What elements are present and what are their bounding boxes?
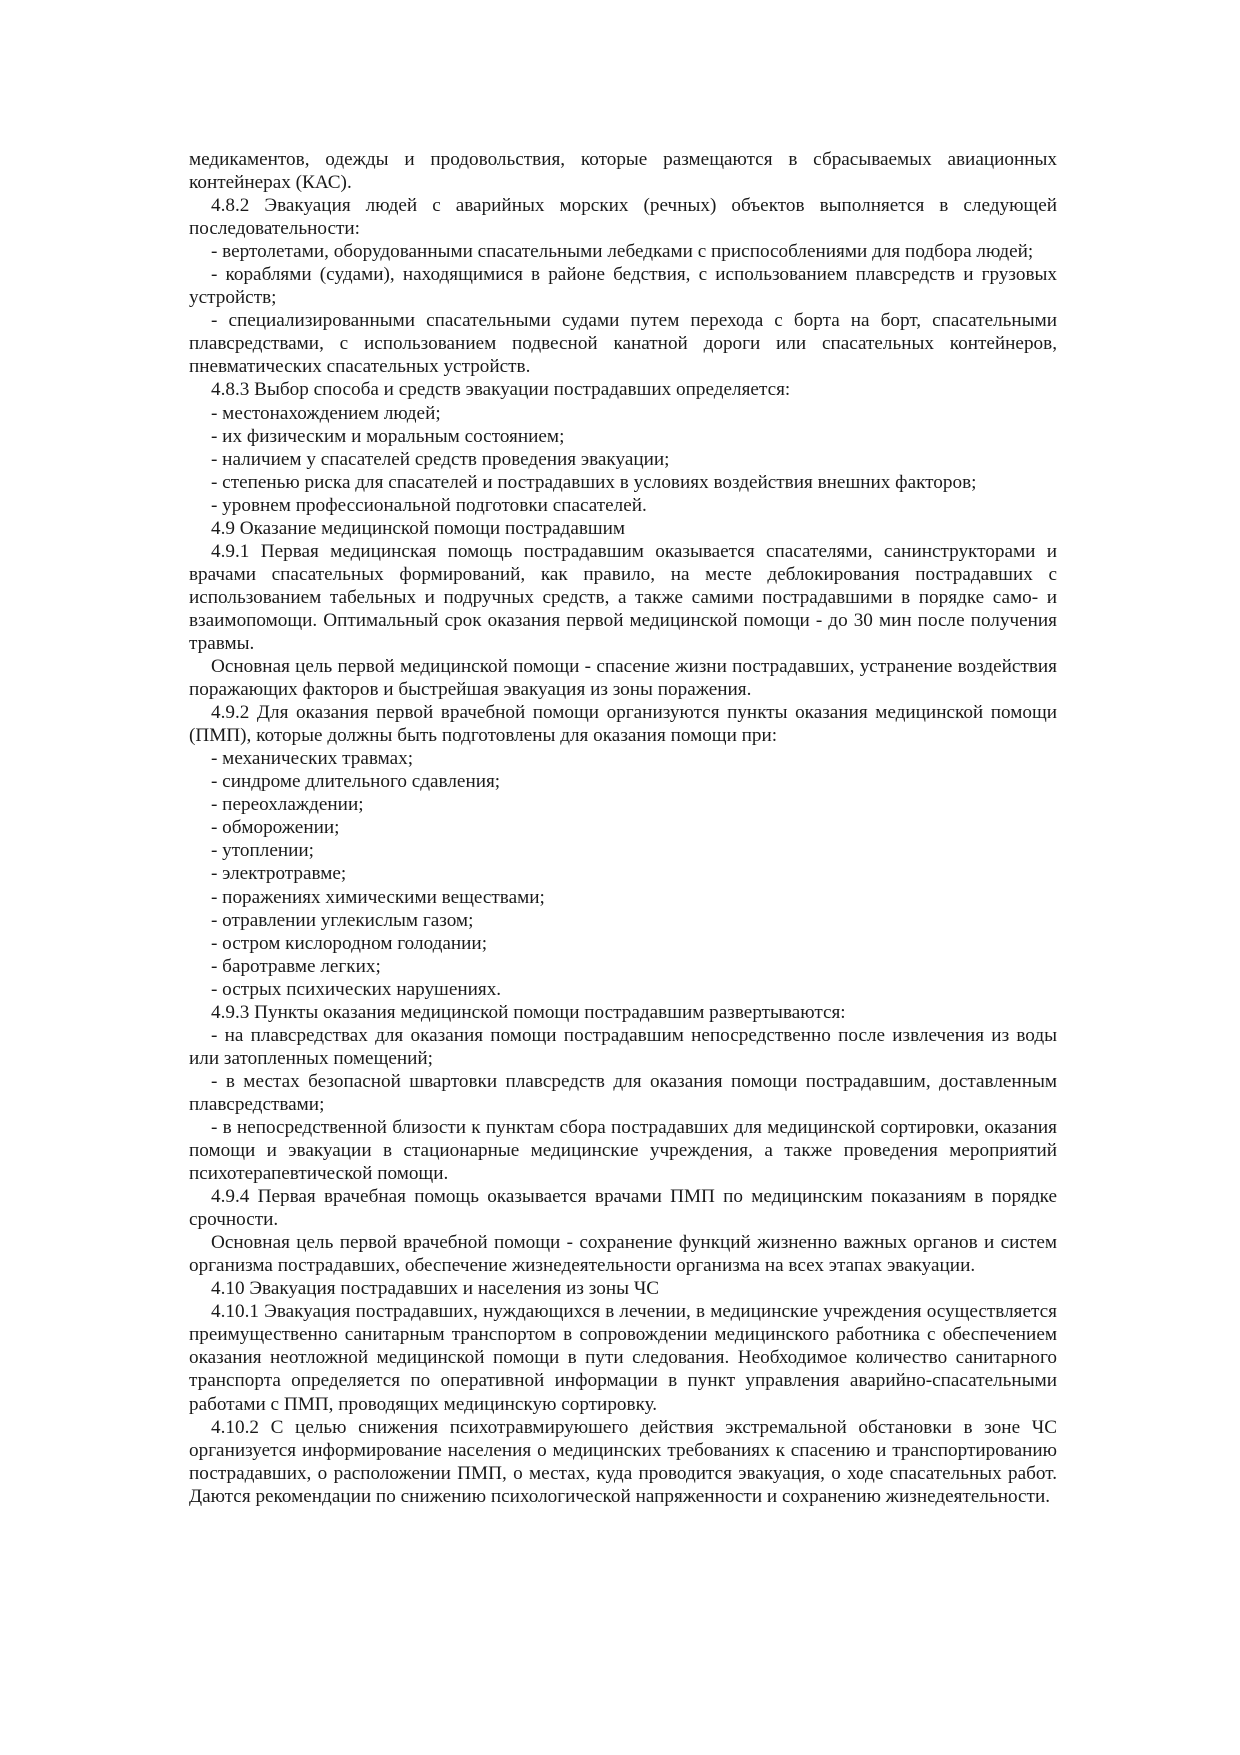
list-item: - на плавсредствах для оказания помощи пострадавшим непосредственно после извлечения из воды или затопленных помещений; [189, 1024, 1057, 1069]
document-page [189, 148, 1057, 1508]
paragraph-4-10-1: 4.10.1 Эвакуация пострадавших, нуждающихся в лечении, в медицинские учреждения осуществляется преимущественно санитарным транспортом в сопровождении медицинского работника с обеспечением оказания неотложной медицинской помощи в пути следования. Необходимое количество санитарного транспорта определяется по оперативной информации в пункт управления аварийно-спасательными работами с ПМП, проводящих медицинскую сортировку. [189, 1301, 1057, 1415]
paragraph-4-9-2: 4.9.2 Для оказания первой врачебной помощи организуются пункты оказания медицинской помощи (ПМП), которые должны быть подготовлены для оказания помощи при: [189, 702, 1057, 747]
section-heading-4-10: 4.10 Эвакуация пострадавших и населения из зоны ЧС [211, 1278, 660, 1300]
list-item: - утоплении; [211, 840, 315, 862]
paragraph-4-9-4: 4.9.4 Первая врачебная помощь оказывается врачами ПМП по медицинским показаниям в порядке срочности. [189, 1186, 1057, 1231]
list-item: - поражениях химическими веществами; [211, 886, 545, 908]
list-item: - механических травмах; [211, 748, 414, 770]
list-item: - в непосредственной близости к пунктам сбора пострадавших для медицинской сортировки, оказания помощи и эвакуации в стационарные медицинские учреждения, а также проведения мероприятий психотерапевтической помощи. [189, 1116, 1057, 1185]
list-item: - острых психических нарушениях. [211, 978, 502, 1000]
list-item: - их физическим и моральным состоянием; [211, 425, 565, 447]
list-item: - электротравме; [211, 863, 347, 885]
paragraph-4-9-3: 4.9.3 Пункты оказания медицинской помощи пострадавшим развертываются: [211, 1001, 846, 1023]
list-item: - переохлаждении; [211, 794, 364, 816]
list-item: - вертолетами, оборудованными спасательными лебедками с приспособлениями для подбора людей; [211, 241, 1034, 263]
list-item: - местонахождением людей; [211, 402, 441, 424]
paragraph-4-9-1: 4.9.1 Первая медицинская помощь пострадавшим оказывается спасателями, санинструкторами и врачами спасательных формирований, как правило, на месте деблокирования пострадавших с использованием табельных и подручных средств, а также самими пострадавшими в порядке само- и взаимопомощи. Оптимальный срок оказания первой медицинской помощи - до 30 мин после получения травмы. [189, 540, 1057, 654]
list-item: - степенью риска для спасателей и пострадавших в условиях воздействия внешних факторов; [211, 471, 977, 493]
section-heading-4-9: 4.9 Оказание медицинской помощи пострадавшим [211, 517, 626, 539]
paragraph-4-8-2: 4.8.2 Эвакуация людей с аварийных морских (речных) объектов выполняется в следующей последовательности: [189, 195, 1057, 240]
list-item: - отравлении углекислым газом; [211, 909, 474, 931]
list-item: - наличием у спасателей средств проведения эвакуации; [211, 448, 670, 470]
paragraph: Основная цель первой медицинской помощи - спасение жизни пострадавших, устранение воздействия поражающих факторов и быстрейшая эвакуация из зоны поражения. [189, 656, 1057, 701]
list-item: - остром кислородном голодании; [211, 932, 488, 954]
list-item: - кораблями (судами), находящимися в районе бедствия, с использованием плавсредств и грузовых устройств; [189, 264, 1057, 309]
list-item: - синдроме длительного сдавления; [211, 771, 501, 793]
list-item: - в местах безопасной швартовки плавсредств для оказания помощи пострадавшим, доставленным плавсредствами; [189, 1070, 1057, 1115]
paragraph: Основная цель первой врачебной помощи - сохранение функций жизненно важных органов и систем организма пострадавших, обеспечение жизнедеятельности организма на всех этапах эвакуации. [189, 1232, 1057, 1277]
list-item: - уровнем профессиональной подготовки спасателей. [211, 494, 647, 516]
list-item: - специализированными спасательными судами путем перехода с борта на борт, спасательными плавсредствами, с использованием подвесной канатной дороги или спасательных контейнеров, пневматических спасательных устройств. [189, 310, 1057, 378]
paragraph-4-8-3: 4.8.3 Выбор способа и средств эвакуации пострадавших определяется: [211, 379, 791, 401]
list-item: - баротравме легких; [211, 955, 381, 977]
list-item: - обморожении; [211, 817, 340, 839]
paragraph-4-10-2: 4.10.2 С целью снижения психотравмируюшего действия экстремальной обстановки в зоне ЧС организуется информирование населения о медицинских требованиях к спасению и транспортированию пострадавших, о расположении ПМП, о местах, куда проводится эвакуация, о ходе спасательных работ. Даются рекомендации по снижению психологической напряженности и сохранению жизнедеятельности. [189, 1416, 1057, 1507]
paragraph-continuation: медикаментов, одежды и продовольствия, которые размещаются в сбрасываемых авиационных контейнерах (КАС). [189, 149, 1057, 194]
